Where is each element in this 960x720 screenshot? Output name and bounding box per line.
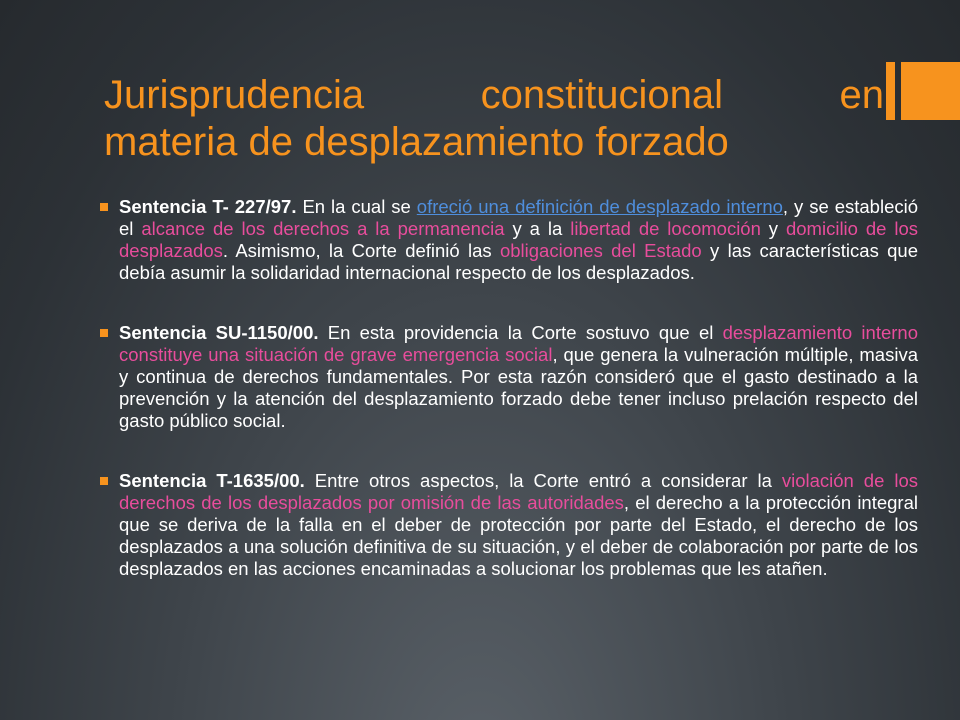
bullet-text: Entre otros aspectos, la Corte entró a considerar la <box>304 470 782 491</box>
bullet-marker <box>100 477 108 485</box>
highlight-text: desplazamiento interno constituye una situación de grave emergencia social <box>119 322 918 365</box>
bullet-heading: Sentencia T- 227/97. <box>119 196 297 217</box>
accent-bar-wide <box>901 62 960 120</box>
bullet-heading: Sentencia SU-1150/00. <box>119 322 319 343</box>
highlight-text: violación de los derechos de los desplazados por omisión de las autoridades <box>119 470 918 513</box>
slide-title-line-2: materia de desplazamiento forzado <box>104 120 729 164</box>
highlight-text: libertad de locomoción <box>570 218 761 239</box>
highlight-text: domicilio de los desplazados <box>119 218 919 261</box>
slide-title-line-1: Jurisprudencia constitucional en <box>104 73 884 117</box>
bullet-item-su1150-00 <box>100 322 918 432</box>
bullet-heading: Sentencia T-1635/00. <box>119 470 305 491</box>
bullet-text: y a la <box>504 218 571 239</box>
bullet-marker <box>100 203 108 211</box>
bullet-item-t227-97 <box>100 196 918 284</box>
highlight-text: obligaciones del Estado <box>499 240 702 261</box>
bullet-text: , el derecho a la protección integral que se deriva de la falla en el deber de protección por parte del Estado, el derecho de los desplazados a una solución definitiva de su situación, y el deber de colaboración por parte de los desplazados en las acciones encaminadas a solucionar los problemas que les atañen. <box>119 492 918 579</box>
highlight-text: alcance de los derechos a la permanencia <box>141 218 505 239</box>
bullet-text: En la cual se <box>296 196 417 217</box>
bullet-list <box>100 196 918 618</box>
bullet-text: En esta providencia la Corte sostuvo que el <box>318 322 723 343</box>
bullet-text: , que genera la vulneración múltiple, masiva y continua de derechos fundamentales. Por esta razón consideró que el gasto destinado a la prevención y la atención del desplazamiento forzado debe tener incluso prelación respecto del gasto público social. <box>119 344 918 431</box>
definition-link[interactable]: ofreció una definición de desplazado interno <box>416 196 783 217</box>
bullet-marker <box>100 329 108 337</box>
bullet-text: . Asimismo, la Corte definió las <box>222 240 500 261</box>
bullet-text: , y se estableció el <box>119 196 919 239</box>
slide-title <box>104 72 884 166</box>
accent-bar-thin <box>886 62 895 120</box>
bullet-text: y <box>760 218 786 239</box>
bullet-item-t1635-00 <box>100 470 918 580</box>
bullet-text: y las características que debía asumir la solidaridad internacional respecto de los desplazados. <box>119 240 918 283</box>
